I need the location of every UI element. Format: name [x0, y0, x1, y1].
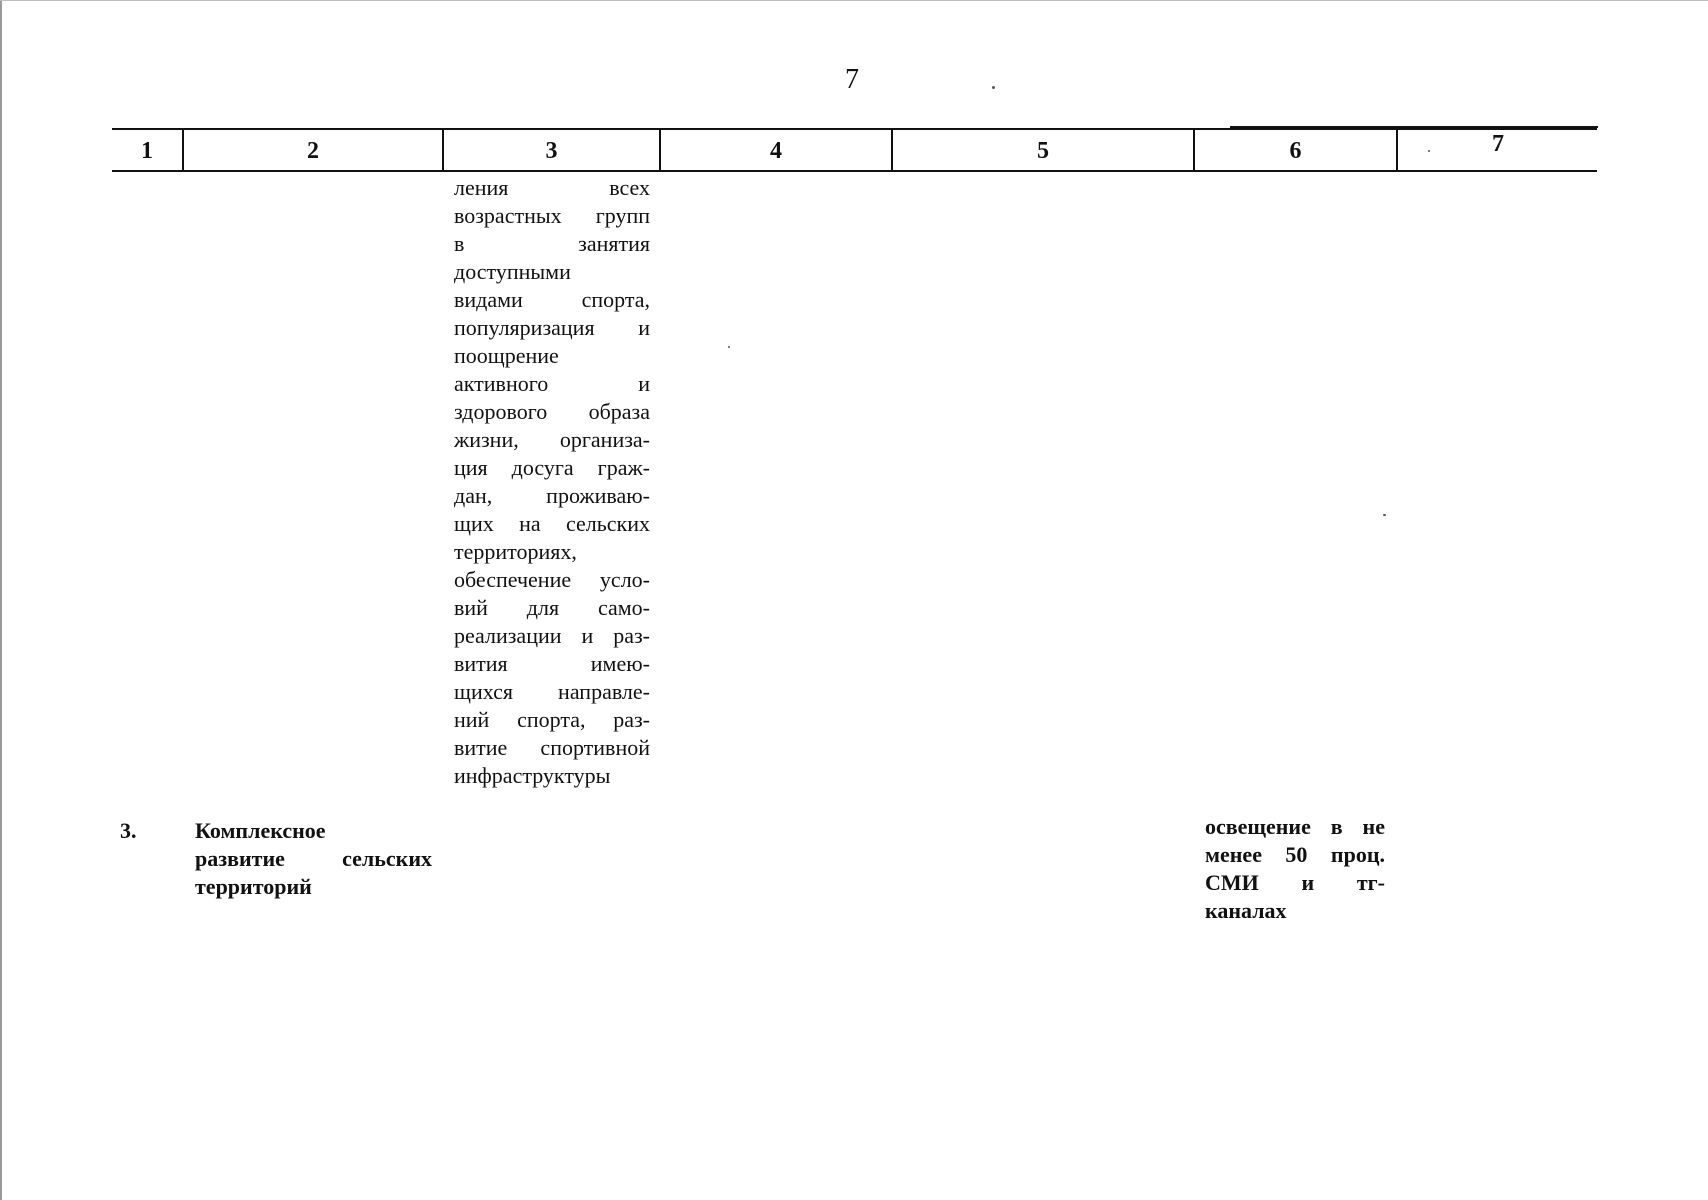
text-line: витие спортивной	[454, 735, 650, 760]
text-line: территорий	[195, 874, 312, 899]
text-line: видами спорта,	[454, 287, 650, 312]
page-number: 7	[845, 64, 859, 95]
header-col-3: 3	[545, 137, 558, 164]
text-line: ления всех	[454, 175, 650, 200]
text-line: инфраструктуры	[454, 763, 611, 788]
text-line: популяризация и	[454, 315, 650, 340]
text-line: активного и	[454, 371, 650, 396]
header-col-4: 4	[770, 137, 782, 164]
row-title	[195, 817, 432, 901]
col3-continuation-text	[454, 174, 650, 790]
text-line: развитие сельских	[195, 846, 432, 871]
text-line: Комплексное	[195, 818, 326, 843]
header-top-rule	[112, 128, 1597, 130]
header-col-7: 7	[1492, 130, 1504, 157]
scan-border	[0, 0, 2, 1200]
text-line: дан, проживаю-	[454, 483, 650, 508]
text-line: щихся направле-	[454, 679, 650, 704]
text-line: реализации и раз-	[454, 623, 650, 648]
scan-speck	[992, 86, 995, 89]
text-line: менее 50 проц.	[1205, 842, 1385, 867]
text-line: возрастных групп	[454, 203, 650, 228]
text-line: жизни, организа-	[454, 427, 650, 452]
scan-speck	[728, 346, 730, 348]
text-line: здорового образа	[454, 399, 650, 424]
text-line: освещение в не	[1205, 814, 1385, 839]
text-line: щих на сельских	[454, 511, 650, 536]
row-number: 3.	[120, 818, 137, 843]
text-line: каналах	[1205, 898, 1287, 923]
text-line: в занятия	[454, 231, 650, 256]
scan-border-top	[0, 0, 1708, 1]
header-col-5: 5	[1037, 137, 1049, 164]
text-line: ний спорта, раз-	[454, 707, 650, 732]
text-line: территориях,	[454, 539, 577, 564]
text-line: поощрение	[454, 343, 559, 368]
scan-speck	[1383, 514, 1386, 516]
text-line: доступными	[454, 259, 571, 284]
header-col-2: 2	[307, 137, 319, 164]
header-col-6: 6	[1289, 137, 1302, 164]
text-line: вий для само-	[454, 595, 650, 620]
header-col-1: 1	[141, 137, 153, 164]
text-line: ция досуга граж-	[454, 455, 650, 480]
row-note	[1205, 813, 1385, 925]
text-line: обеспечение усло-	[454, 567, 650, 592]
text-line: вития имею-	[454, 651, 650, 676]
text-line: СМИ и тг-	[1205, 870, 1385, 895]
